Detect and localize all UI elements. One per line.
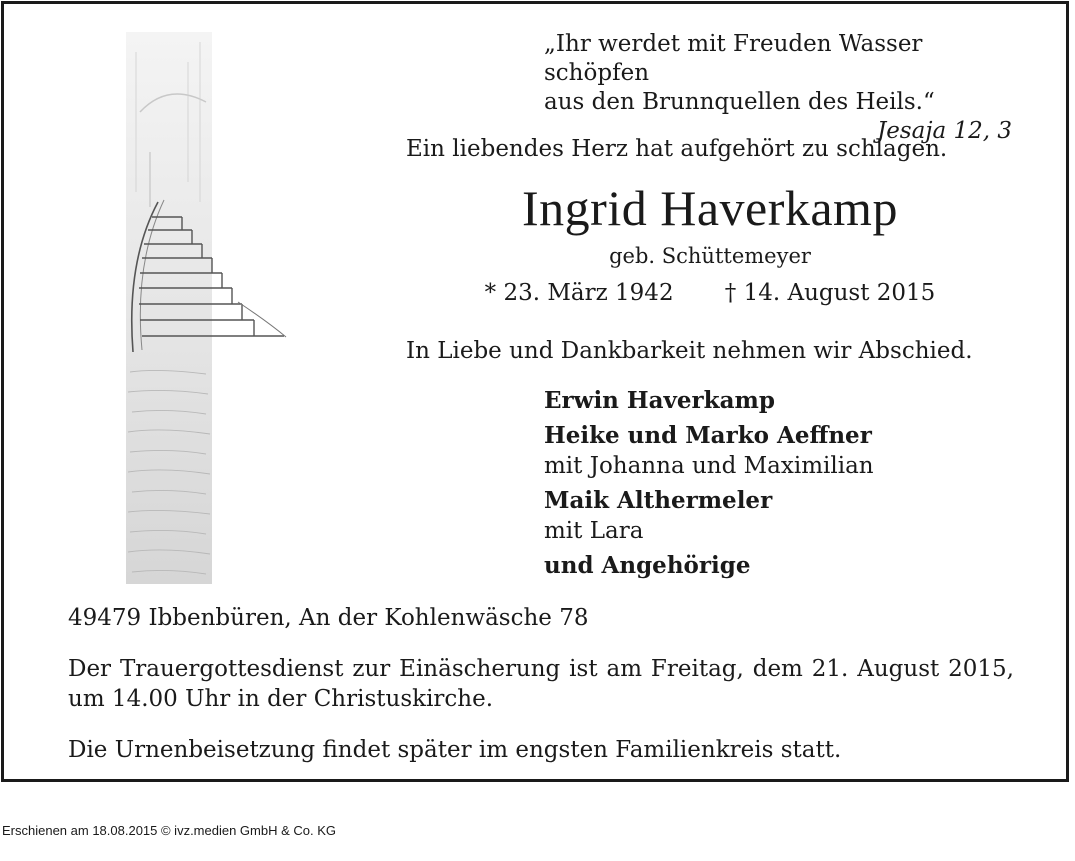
mourner-entry [544,421,1014,481]
mourner-name: Maik Althermeler [544,487,773,514]
address: 49479 Ibbenbüren, An der Kohlenwäsche 78 [68,605,589,631]
mourner-name: und Angehörige [544,552,751,579]
bible-quote [544,30,1012,146]
death-date: † 14. August 2015 [724,280,936,306]
publication-footer: Erschienen am 18.08.2015 © ivz.medien GmbH & Co. KG [2,823,337,838]
mourner-entry [544,386,1014,416]
mourners-list [544,386,1014,586]
birth-date: * 23. März 1942 [484,280,674,306]
staircase-illustration [88,32,308,584]
mourner-name: Erwin Haverkamp [544,387,775,414]
mourner-entry [544,551,1014,581]
life-dates [406,278,1014,308]
mourner-entry [544,486,1014,546]
mourner-detail: mit Lara [544,518,644,544]
intro-text: Ein liebendes Herz hat aufgehört zu schlagen. [406,136,948,162]
maiden-name: geb. Schüttemeyer [609,244,811,268]
urn-burial-info: Die Urnenbeisetzung findet später im engsten Familienkreis statt. [68,737,842,763]
quote-line-2: aus den Brunnquellen des Heils.“ [544,89,935,115]
mourner-name: Heike und Marko Aeffner [544,422,872,449]
quote-line-1: „Ihr werdet mit Freuden Wasser schöpfen [544,31,923,86]
farewell-text: In Liebe und Dankbarkeit nehmen wir Abschied. [406,338,973,364]
deceased-name: Ingrid Haverkamp [522,180,898,236]
mourner-detail: mit Johanna und Maximilian [544,453,874,479]
obituary-card [1,1,1069,782]
quote-source: Jesaja 12, 3 [876,118,1012,144]
service-info: Der Trauergottesdienst zur Einäscherung ist am Freitag, dem 21. August 2015, um 14.00 Uhr in der Christuskirche. [68,656,1014,712]
